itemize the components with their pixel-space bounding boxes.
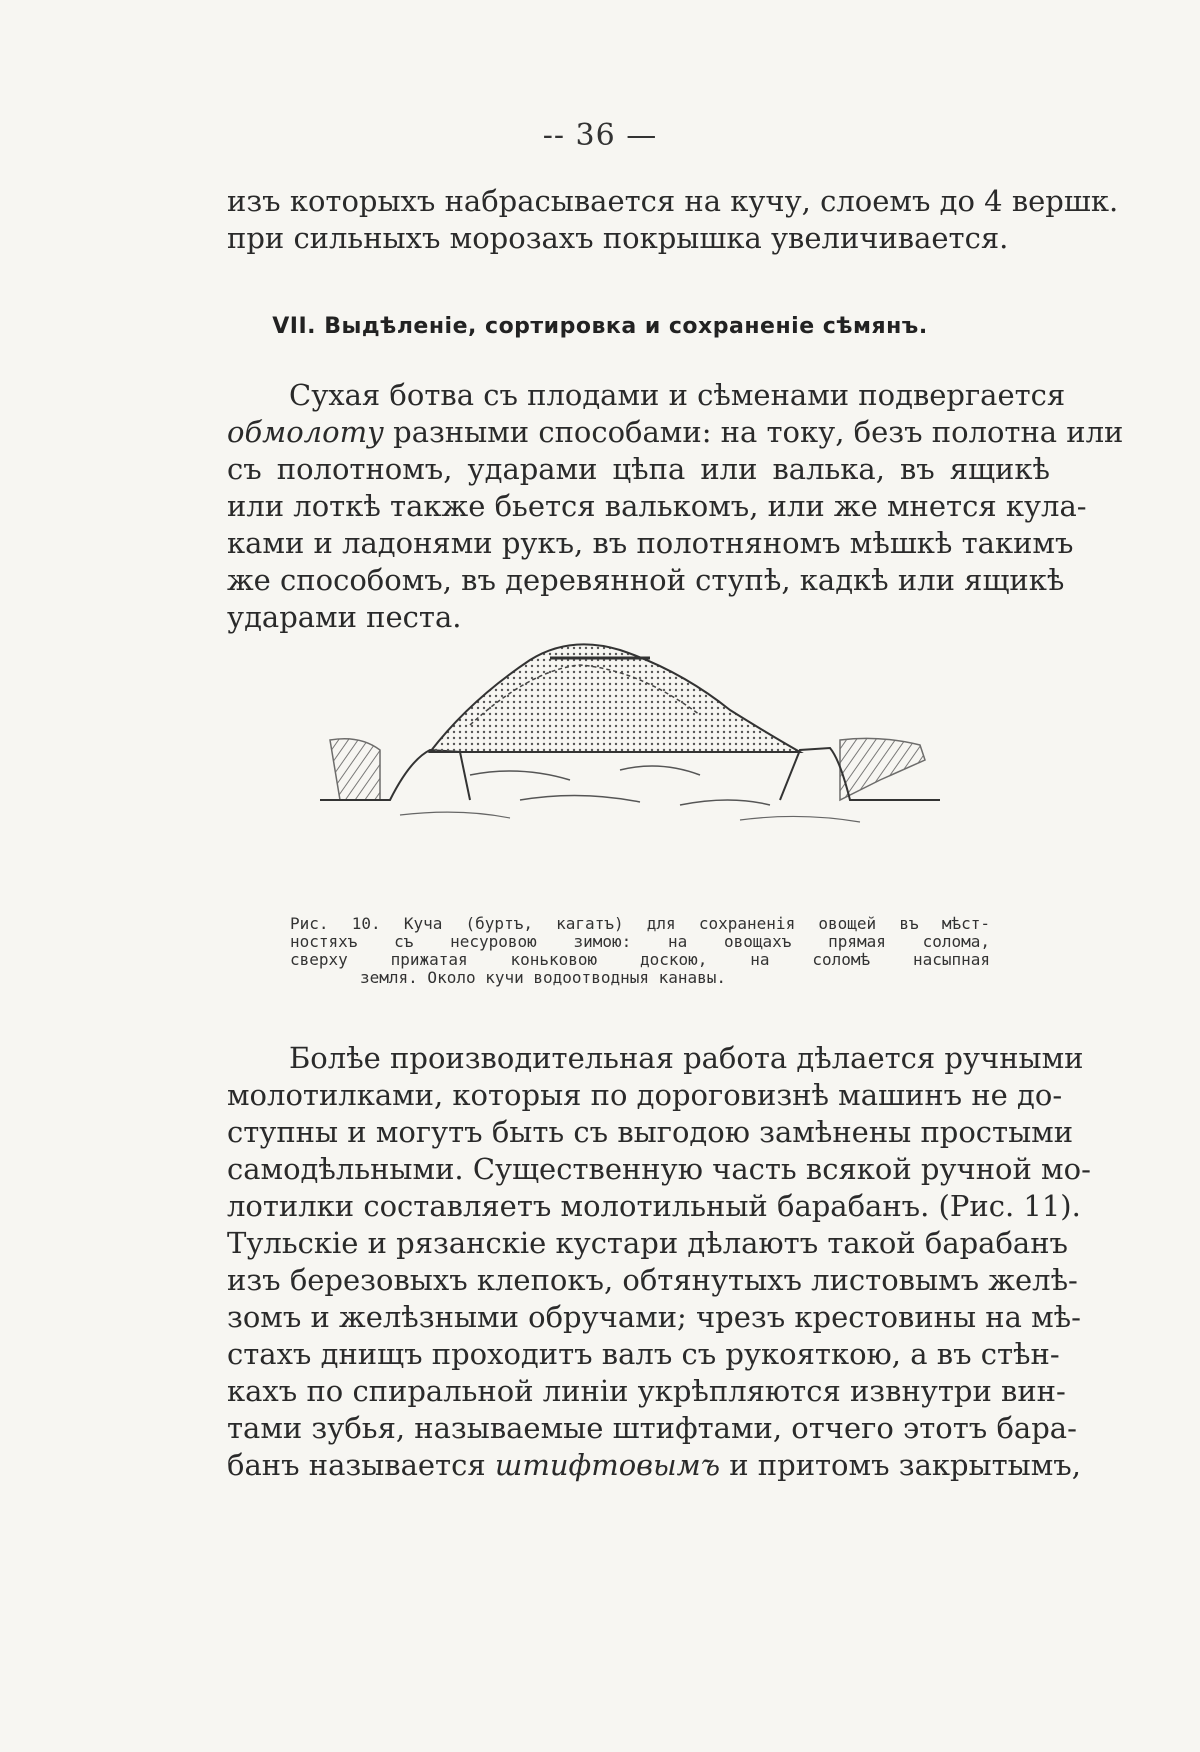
text-line: молотилками, которыя по дороговизнѣ машинъ не до- <box>227 1078 1063 1112</box>
italic-term: обмолоту <box>227 415 384 449</box>
caption-line: земля. Около кучи водоотводныя канавы. <box>360 968 727 987</box>
text-line: обмолоту разными способами: на току, безъ полотна или <box>227 415 1124 449</box>
text-line: Болѣе производительная работа дѣлается ручными <box>289 1041 1084 1075</box>
paragraph-threshing <box>227 377 1124 636</box>
text-line: ступны и могутъ быть съ выгодою замѣнены простыми <box>227 1115 1074 1149</box>
text-line: изъ которыхъ набрасывается на кучу, слоемъ до 4 вершк. <box>227 184 1119 218</box>
caption-line: сверху прижатая коньковою доскою, на соломѣ насыпная <box>290 950 990 969</box>
page-number: -- 36 — <box>542 118 658 153</box>
text-line: кахъ по спиральной линіи укрѣпляются извнутри вин- <box>227 1374 1066 1408</box>
text-line: при сильныхъ морозахъ покрышка увеличивается. <box>227 221 1009 255</box>
figure-storage-pile-illustration <box>320 640 960 890</box>
text-line: лотилки составляетъ молотильный барабанъ. (Рис. 11). <box>227 1189 1081 1223</box>
text-line: изъ березовыхъ клепокъ, обтянутыхъ листовымъ желѣ- <box>227 1263 1078 1297</box>
continued-paragraph <box>227 183 1119 257</box>
text-line: ками и ладонями рукъ, въ полотняномъ мѣшкѣ такимъ <box>227 526 1074 560</box>
caption-line: Рис. 10. Куча (буртъ, кагатъ) для сохраненія овощей въ мѣст- <box>290 914 990 933</box>
text-line: ударами песта. <box>227 600 462 634</box>
text-line: самодѣльными. Существенную часть всякой ручной мо- <box>227 1152 1091 1186</box>
text-line: зомъ и желѣзными обручами; чрезъ крестовины на мѣ- <box>227 1300 1081 1334</box>
text-line: или лоткѣ также бьется валькомъ, или же мнется кула- <box>227 489 1087 523</box>
text-line: съ полотномъ, ударами цѣпа или валька, въ ящикѣ <box>227 452 1050 486</box>
italic-term: штифтовымъ <box>494 1448 721 1482</box>
section-heading: VII. Выдѣленіе, сортировка и сохраненіе сѣмянъ. <box>272 314 928 339</box>
text-line: тами зубья, называемые штифтами, отчего этотъ бара- <box>227 1411 1077 1445</box>
paragraph-threshers <box>227 1040 1091 1484</box>
figure-caption <box>290 915 990 987</box>
text-line: банъ называется штифтовымъ и притомъ закрытымъ, <box>227 1448 1081 1482</box>
text-line: Сухая ботва съ плодами и сѣменами подвергается <box>289 378 1066 412</box>
caption-line: ностяхъ съ несуровою зимою: на овощахъ прямая солома, <box>290 932 990 951</box>
text-line: Тульскіе и рязанскіе кустари дѣлаютъ такой барабанъ <box>227 1226 1068 1260</box>
text-line: же способомъ, въ деревянной ступѣ, кадкѣ или ящикѣ <box>227 563 1065 597</box>
text-line: стахъ днищъ проходитъ валъ съ рукояткою, а въ стѣн- <box>227 1337 1060 1371</box>
